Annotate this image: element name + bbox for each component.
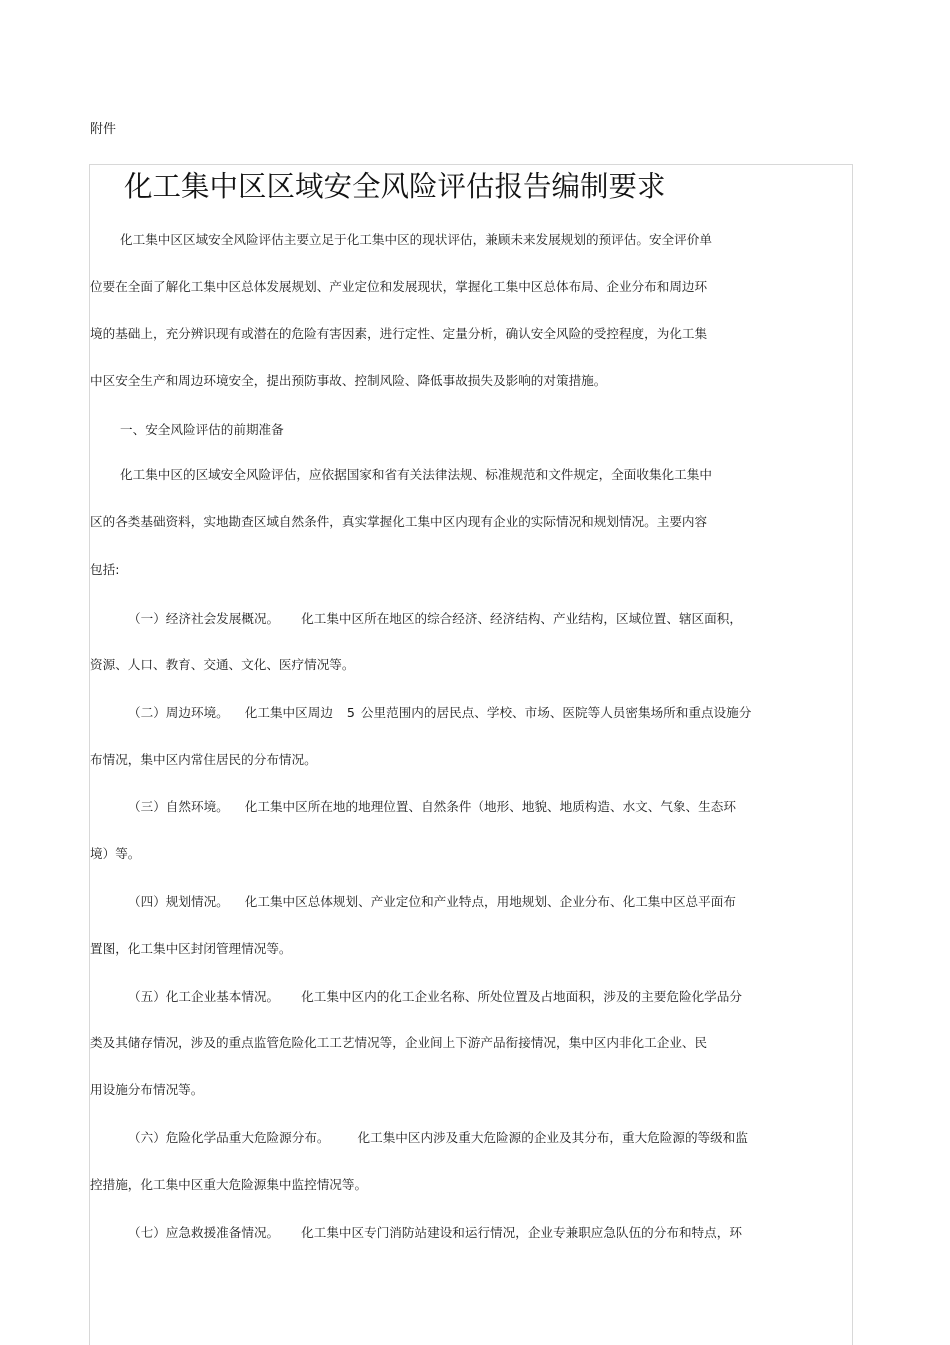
item-2-number: 5	[346, 705, 355, 720]
item-7-text: 化工集中区专门消防站建设和运行情况，企业专兼职应急队伍的分布和特点，环	[301, 1225, 742, 1240]
item-4-first-line	[128, 893, 736, 911]
section-heading-1: 一、安全风险评估的前期准备	[120, 422, 284, 437]
item-1-label: （一）经济社会发展概况。	[128, 611, 280, 626]
item-2-line-2: 布情况，集中区内常住居民的分布情况。	[90, 752, 317, 767]
item-3-line-2: 境）等。	[90, 846, 141, 861]
intro-line-4: 中区安全生产和周边环境安全，提出预防事故、控制风险、降低事故损失及影响的对策措施。	[90, 373, 607, 388]
document-title: 化工集中区区域安全风险评估报告编制要求	[124, 170, 666, 203]
section1-line-2: 区的各类基础资料，实地勘查区域自然条件，真实掌握化工集中区内现有企业的实际情况和规划情况。主要内容	[90, 514, 708, 529]
item-1-line-2: 资源、人口、教育、交通、文化、医疗情况等。	[90, 657, 355, 672]
item-5-label: （五）化工企业基本情况。	[128, 989, 280, 1004]
item-6-first-line	[128, 1129, 748, 1147]
item-2-label: （二）周边环境。	[128, 705, 229, 720]
item-3-label: （三）自然环境。	[128, 799, 229, 814]
item-5-text: 化工集中区内的化工企业名称、所处位置及占地面积，涉及的主要危险化学品分	[301, 989, 742, 1004]
item-4-line-2: 置图，化工集中区封闭管理情况等。	[90, 941, 292, 956]
item-6-text: 化工集中区内涉及重大危险源的企业及其分布，重大危险源的等级和监	[357, 1130, 748, 1145]
item-5-first-line	[128, 988, 742, 1006]
item-3-text: 化工集中区所在地的地理位置、自然条件（地形、地貌、地质构造、水文、气象、生态环	[244, 799, 736, 814]
intro-line-2: 位要在全面了解化工集中区总体发展规划、产业定位和发展现状，掌握化工集中区总体布局、企业分布和周边环	[90, 279, 708, 294]
item-7-first-line	[128, 1224, 742, 1242]
intro-line-1: 化工集中区区域安全风险评估主要立足于化工集中区的现状评估，兼顾未来发展规划的预评估。安全评价单	[120, 232, 712, 247]
section1-line-3: 包括:	[90, 562, 120, 577]
item-7-label: （七）应急救援准备情况。	[128, 1225, 280, 1240]
item-5-line-3: 用设施分布情况等。	[90, 1082, 204, 1097]
attachment-label: 附件	[90, 122, 117, 137]
item-5-line-2: 类及其储存情况，涉及的重点监管危险化工工艺情况等，企业间上下游产品衔接情况，集中区内非化工企业、民	[90, 1035, 708, 1050]
item-4-label: （四）规划情况。	[128, 894, 229, 909]
item-2-text-a: 化工集中区周边	[244, 705, 333, 720]
item-2-text-b: 公里范围内的居民点、学校、市场、医院等人员密集场所和重点设施分	[360, 705, 752, 720]
item-6-line-2: 控措施，化工集中区重大危险源集中监控情况等。	[90, 1177, 368, 1192]
section1-line-1: 化工集中区的区域安全风险评估，应依据国家和省有关法律法规、标准规范和文件规定，全面收集化工集中	[120, 467, 712, 482]
item-4-text: 化工集中区总体规划、产业定位和产业特点，用地规划、企业分布、化工集中区总平面布	[244, 894, 736, 909]
item-2-first-line	[128, 704, 751, 722]
item-1-text: 化工集中区所在地区的综合经济、经济结构、产业结构，区域位置、辖区面积，	[301, 611, 742, 626]
item-1-first-line	[128, 610, 742, 628]
intro-line-3: 境的基础上，充分辨识现有或潜在的危险有害因素，进行定性、定量分析，确认安全风险的受控程度，为化工集	[90, 326, 708, 341]
item-3-first-line	[128, 798, 736, 816]
item-6-label: （六）危险化学品重大危险源分布。	[128, 1130, 330, 1145]
